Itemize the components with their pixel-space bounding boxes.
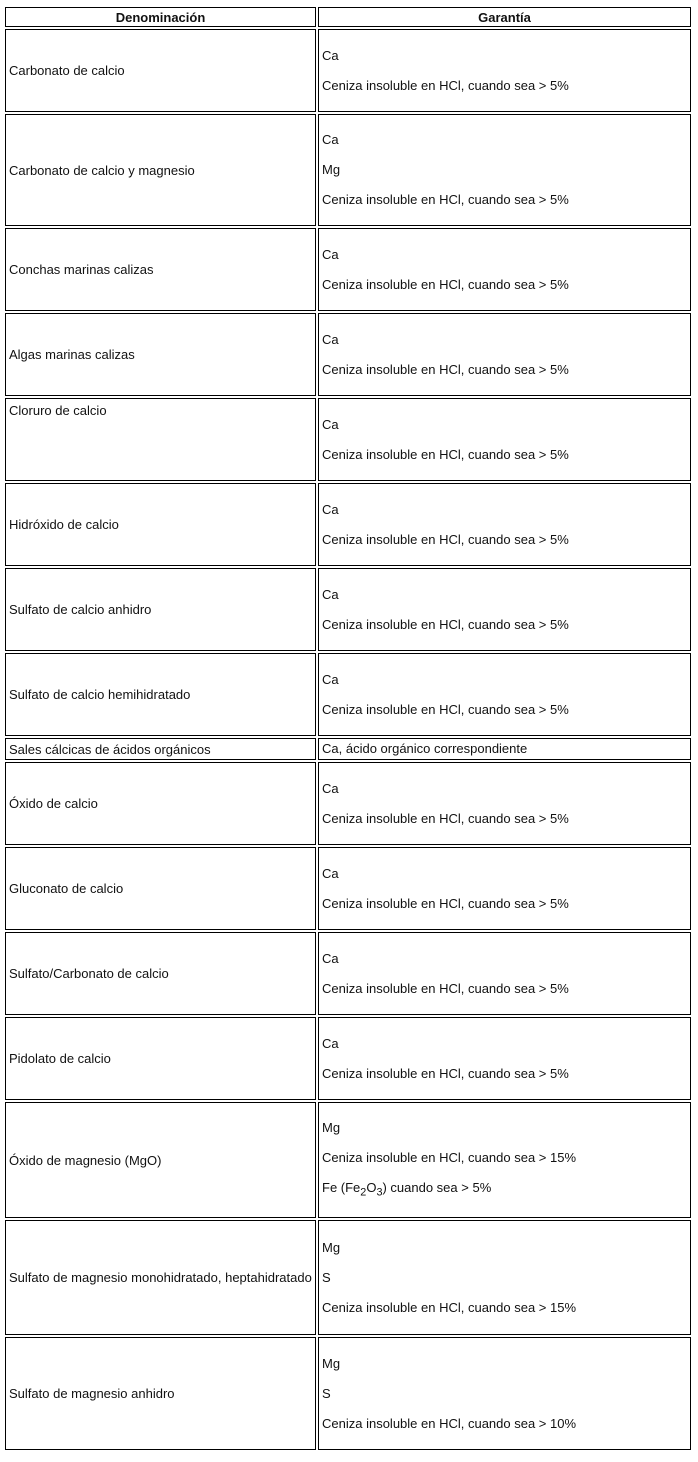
row-name: Conchas marinas calizas bbox=[5, 228, 316, 311]
row-guarantee bbox=[318, 1220, 691, 1335]
guarantee-line: Ceniza insoluble en HCl, cuando sea > 5% bbox=[322, 895, 569, 911]
table-row bbox=[5, 762, 691, 845]
row-guarantee bbox=[318, 313, 691, 396]
guarantee-line: Ceniza insoluble en HCl, cuando sea > 5% bbox=[322, 446, 569, 462]
row-name: Pidolato de calcio bbox=[5, 1017, 316, 1100]
row-name: Óxido de calcio bbox=[5, 762, 316, 845]
row-name: Sulfato de magnesio anhidro bbox=[5, 1337, 316, 1450]
guarantee-line: Ceniza insoluble en HCl, cuando sea > 15% bbox=[322, 1299, 577, 1315]
guarantee-line: Ca bbox=[322, 501, 339, 517]
row-guarantee bbox=[318, 1337, 691, 1450]
guarantee-line: Ceniza insoluble en HCl, cuando sea > 5% bbox=[322, 616, 569, 632]
guarantee-line: Ca bbox=[322, 586, 339, 602]
row-name: Sales cálcicas de ácidos orgánicos bbox=[5, 738, 316, 760]
guarantee-line: Mg bbox=[322, 162, 341, 177]
guarantee-line: Mg bbox=[322, 1119, 341, 1135]
row-name: Sulfato/Carbonato de calcio bbox=[5, 932, 316, 1015]
table-row bbox=[5, 1102, 691, 1218]
guarantee-line: Ca bbox=[322, 47, 339, 63]
document-page bbox=[3, 5, 693, 1452]
row-name: Gluconato de calcio bbox=[5, 847, 316, 930]
row-guarantee bbox=[318, 738, 691, 760]
guarantee-line: Ca bbox=[322, 1035, 339, 1051]
guarantee-line: Ca bbox=[322, 416, 339, 432]
table-row bbox=[5, 483, 691, 566]
table-row bbox=[5, 398, 691, 481]
guarantee-line: Ceniza insoluble en HCl, cuando sea > 5% bbox=[322, 361, 569, 377]
guarantee-table bbox=[3, 5, 693, 1452]
header-garantia: Garantía bbox=[318, 7, 691, 27]
guarantee-line: Ceniza insoluble en HCl, cuando sea > 5% bbox=[322, 701, 569, 717]
guarantee-line: Ca, ácido orgánico correspondiente bbox=[322, 741, 528, 756]
row-name: Sulfato de calcio anhidro bbox=[5, 568, 316, 651]
guarantee-line: Ca bbox=[322, 246, 339, 262]
guarantee-line: S bbox=[322, 1385, 331, 1401]
table-row bbox=[5, 114, 691, 226]
row-guarantee bbox=[318, 847, 691, 930]
header-denominacion: Denominación bbox=[5, 7, 316, 27]
guarantee-line: Ceniza insoluble en HCl, cuando sea > 5% bbox=[322, 276, 569, 292]
row-name: Carbonato de calcio y magnesio bbox=[5, 114, 316, 226]
row-guarantee bbox=[318, 762, 691, 845]
fe-guarantee-line: Fe $(Fe_2O_3)$ cuando sea > 5% bbox=[322, 1179, 492, 1199]
table-row bbox=[5, 568, 691, 651]
table-row bbox=[5, 313, 691, 396]
guarantee-line: Ceniza insoluble en HCl, cuando sea > 5% bbox=[322, 810, 569, 826]
guarantee-line: Ceniza insoluble en HCl, cuando sea > 10% bbox=[322, 1415, 577, 1431]
table-row bbox=[5, 847, 691, 930]
row-name: Algas marinas calizas bbox=[5, 313, 316, 396]
row-guarantee bbox=[318, 1017, 691, 1100]
row-guarantee bbox=[318, 29, 691, 112]
guarantee-line: Mg bbox=[322, 1239, 341, 1255]
row-guarantee bbox=[318, 653, 691, 736]
row-guarantee bbox=[318, 228, 691, 311]
row-name: Sulfato de magnesio monohidratado, heptahidratado bbox=[5, 1220, 316, 1335]
table-row bbox=[5, 738, 691, 760]
table-row bbox=[5, 932, 691, 1015]
guarantee-line: Ca bbox=[322, 780, 339, 796]
guarantee-line: Ceniza insoluble en HCl, cuando sea > 5% bbox=[322, 1065, 569, 1081]
guarantee-line: Ceniza insoluble en HCl, cuando sea > 5% bbox=[322, 531, 569, 547]
guarantee-line: Ceniza insoluble en HCl, cuando sea > 5% bbox=[322, 980, 569, 996]
table-row bbox=[5, 1017, 691, 1100]
row-guarantee bbox=[318, 932, 691, 1015]
table-row bbox=[5, 653, 691, 736]
guarantee-line: S bbox=[322, 1269, 331, 1285]
row-name: Sulfato de calcio hemihidratado bbox=[5, 653, 316, 736]
guarantee-line: Ca bbox=[322, 132, 339, 147]
row-name: Cloruro de calcio bbox=[5, 398, 316, 481]
row-name: Hidróxido de calcio bbox=[5, 483, 316, 566]
header-row bbox=[5, 7, 691, 27]
table-row bbox=[5, 1337, 691, 1450]
guarantee-line: Ca bbox=[322, 331, 339, 347]
guarantee-line: Ceniza insoluble en HCl, cuando sea > 5% bbox=[322, 192, 569, 207]
table-row bbox=[5, 29, 691, 112]
table-row bbox=[5, 1220, 691, 1335]
guarantee-line: Ca bbox=[322, 950, 339, 966]
row-name: Carbonato de calcio bbox=[5, 29, 316, 112]
guarantee-line: Ca bbox=[322, 865, 339, 881]
row-guarantee bbox=[318, 483, 691, 566]
table-row bbox=[5, 228, 691, 311]
row-name: Óxido de magnesio (MgO) bbox=[5, 1102, 316, 1218]
guarantee-line: Ceniza insoluble en HCl, cuando sea > 5% bbox=[322, 77, 569, 93]
guarantee-line: Ca bbox=[322, 671, 339, 687]
row-guarantee bbox=[318, 1102, 691, 1218]
guarantee-line: Ceniza insoluble en HCl, cuando sea > 15% bbox=[322, 1149, 577, 1165]
row-guarantee bbox=[318, 114, 691, 226]
row-guarantee bbox=[318, 398, 691, 481]
guarantee-line: Mg bbox=[322, 1355, 341, 1371]
row-guarantee bbox=[318, 568, 691, 651]
